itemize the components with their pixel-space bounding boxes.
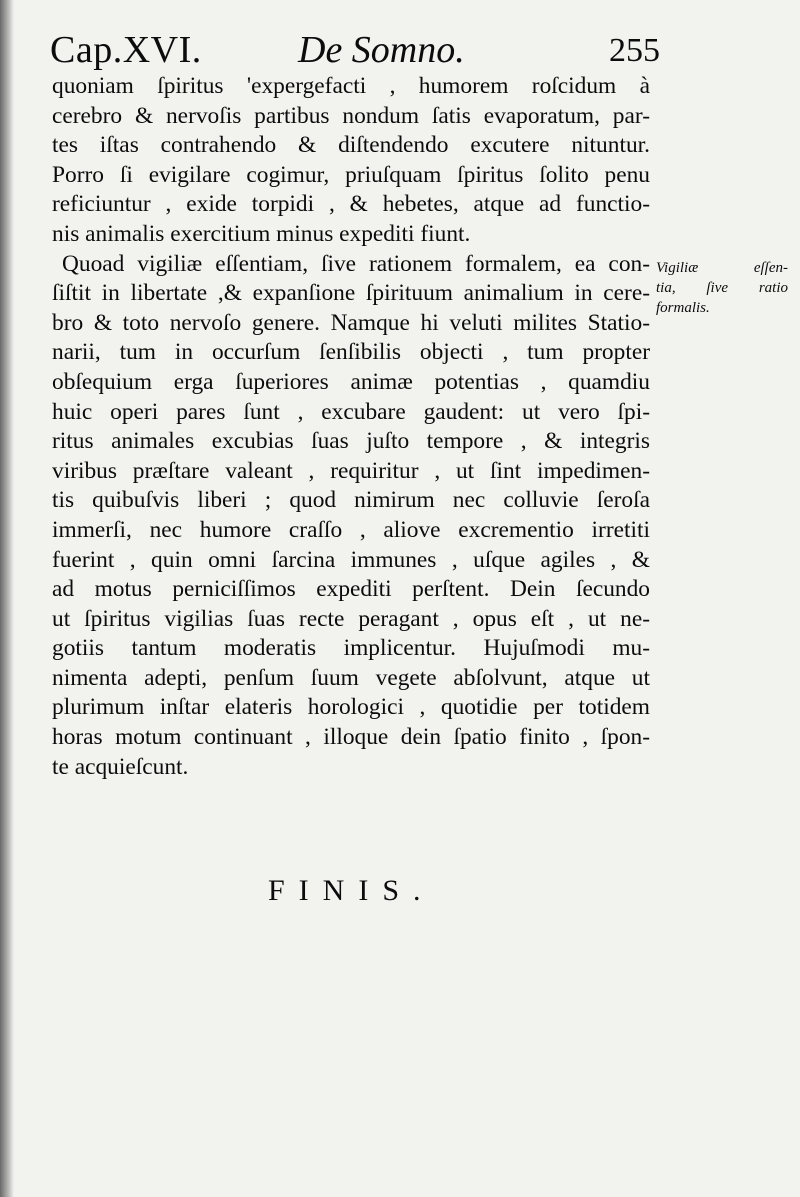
- text-line: bro & toto nervoſo genere. Namque hi veluti milites Statio-: [52, 309, 650, 336]
- text-line: gotiis tantum moderatis implicentur. Hujuſmodi mu-: [52, 635, 650, 662]
- text-line: huic operi pares ſunt , excubare gaudent: ut vero ſpi-: [52, 398, 650, 425]
- text-line: ſiſtit in libertate ,& expanſione ſpirituum animalium in cere-: [52, 280, 650, 307]
- text-line: tis quibuſvis liberi ; quod nimirum nec colluvie ſeroſa: [52, 487, 650, 514]
- text-line: reficiuntur , exide torpidi , & hebetes, atque ad functio-: [52, 191, 650, 218]
- text-line: obſequium erga ſuperiores animæ potentias , quamdiu: [52, 368, 650, 395]
- text-line: te acquieſcunt.: [52, 753, 189, 780]
- marginal-note-line: Vigiliæ eſſen-: [656, 260, 788, 276]
- text-line: Quoad vigiliæ eſſentiam, ſive rationem formalem, ea con-: [62, 250, 650, 277]
- text-line: plurimum inſtar elateris horologici , quotidie per totidem: [52, 694, 650, 721]
- text-line: immerſi, nec humore craſſo , aliove excrementio irretiti: [52, 516, 650, 543]
- text-line: horas motum continuant , illoque dein ſpatio finito , ſpon-: [52, 724, 650, 751]
- body-text: [52, 72, 650, 782]
- page-gutter-shadow: [0, 0, 14, 1197]
- text-line: ut ſpiritus vigilias ſuas recte peragant , opus eſt , ut ne-: [52, 605, 650, 632]
- text-line: narii, tum in occurſum ſenſibilis objecti , tum propter: [52, 339, 650, 366]
- text-line: cerebro & nervoſis partibus nondum ſatis evaporatum, par-: [52, 102, 650, 129]
- text-line: nimenta adepti, penſum ſuum vegete abſolvunt, atque ut: [52, 664, 650, 691]
- marginal-note: [656, 258, 788, 318]
- page-number: 255: [609, 32, 660, 69]
- chapter-label: Cap.XVI.: [50, 29, 202, 71]
- running-title: De Somno.: [298, 29, 465, 71]
- finis-colophon: FINIS.: [268, 874, 435, 907]
- text-line: quoniam ſpiritus 'expergefacti , humorem roſcidum à: [52, 73, 650, 99]
- text-line: ad motus perniciſſimos expediti perſtent. Dein ſecundo: [52, 576, 650, 603]
- text-line: ritus animales excubias ſuas juſto tempore , & integris: [52, 428, 650, 455]
- marginal-note-line: formalis.: [656, 300, 710, 316]
- text-line: Porro ſi evigilare cogimur, priuſquam ſpiritus ſolito penu: [52, 161, 650, 188]
- text-line: nis animalis exercitium minus expediti fiunt.: [52, 220, 471, 247]
- text-line: viribus præſtare valeant , requiritur , ut ſint impedimen-: [52, 457, 650, 484]
- text-line: tes iſtas contrahendo & diſtendendo excutere nituntur.: [52, 132, 650, 159]
- marginal-note-line: tia, ſive ratio: [656, 280, 788, 296]
- text-line: fuerint , quin omni ſarcina immunes , uſque agiles , &: [52, 546, 650, 573]
